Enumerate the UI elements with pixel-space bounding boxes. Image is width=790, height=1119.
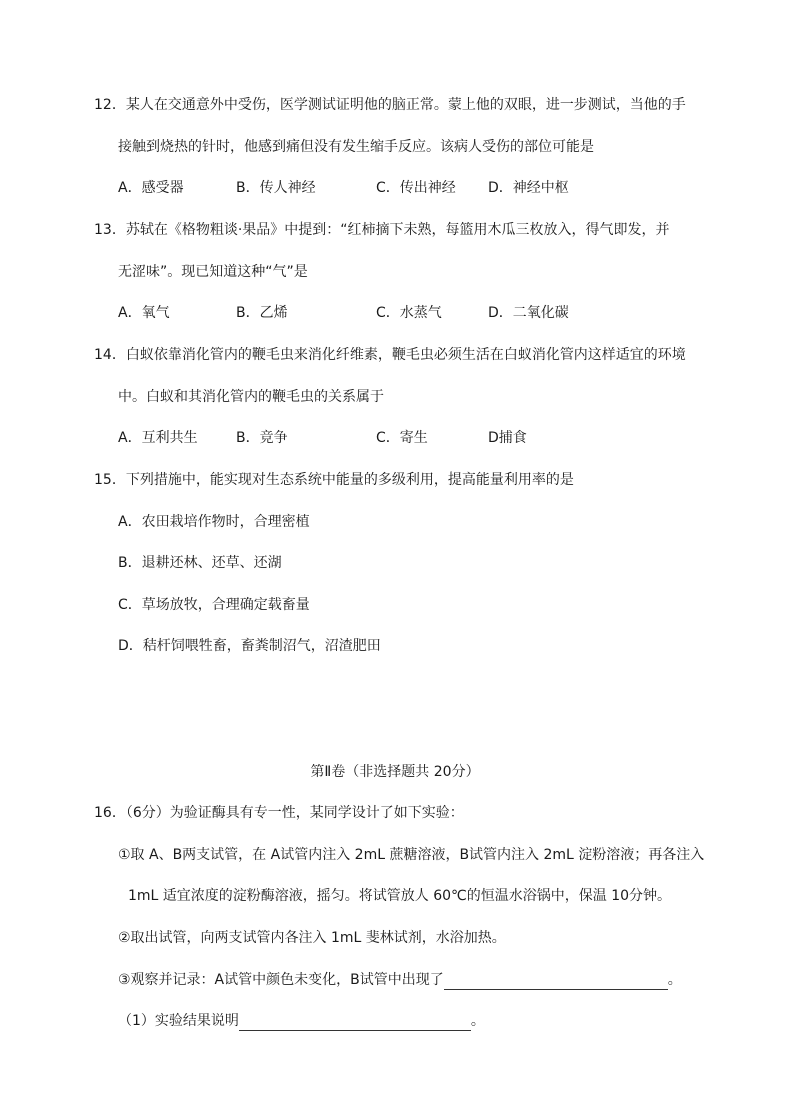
sub-1-text: （1）实验结果说明 (118, 1013, 239, 1029)
option-a: A．互利共生 (118, 430, 198, 446)
question-14-options (118, 428, 758, 448)
section-title: 第Ⅱ卷（非选择题共 20分） (310, 764, 480, 780)
option-b: B．乙烯 (236, 305, 288, 321)
question-12-line-1: 12．某人在交通意外中受伤，医学测试证明他的脑正常。蒙上他的双眼，进一步测试，当他的手 (94, 97, 686, 113)
question-15-option-b: B．退耕还林、还草、还湖 (118, 555, 282, 571)
option-c: C．传出神经 (376, 180, 456, 196)
option-b: B．竞争 (236, 430, 288, 446)
step-3-end: 。 (667, 972, 682, 988)
sub-1-end: 。 (470, 1013, 485, 1029)
question-13-line-2: 无涩味”。现已知道这种“气”是 (118, 264, 308, 280)
option-a: A．氧气 (118, 305, 170, 321)
answer-blank-1[interactable] (444, 974, 668, 990)
question-14-line-2: 中。白蚁和其消化管内的鞭毛虫的关系属于 (118, 389, 384, 405)
option-b: B．传人神经 (236, 180, 316, 196)
question-15-option-a: A．农田栽培作物时，合理密植 (118, 514, 310, 530)
question-13-line-1: 13．苏轼在《格物粗谈·果品》中提到：“红柿摘下未熟，每篮用木瓜三枚放入，得气即发，并 (94, 222, 670, 238)
question-13-options (118, 303, 758, 323)
question-16-stem: 16．（6分）为验证酶具有专一性，某同学设计了如下实验： (94, 805, 464, 821)
question-16-sub-1 (118, 1011, 485, 1031)
answer-blank-2[interactable] (239, 1015, 471, 1031)
option-d: D捕食 (488, 430, 527, 446)
option-c: C．水蒸气 (376, 305, 442, 321)
question-15-option-d: D．秸杆饲喂牲畜，畜粪制沼气，沼渣肥田 (118, 638, 381, 654)
option-d: D．二氧化碳 (488, 305, 569, 321)
question-16-step-2: ②取出试管，向两支试管内各注入 1mL 斐林试剂，水浴加热。 (118, 930, 506, 946)
question-12-options (118, 178, 758, 198)
question-16-step-1-line-2: 1mL 适宜浓度的淀粉酶溶液，摇匀。将试管放人 60℃的恒温水浴锅中，保温 10分钟。 (128, 888, 672, 904)
question-15-option-c: C．草场放牧，合理确定载畜量 (118, 597, 310, 613)
question-16-step-3 (118, 970, 682, 990)
question-14-line-1: 14．白蚁依靠消化管内的鞭毛虫来消化纤维素，鞭毛虫必须生活在白蚁消化管内这样适宜的环境 (94, 347, 686, 363)
option-a: A．感受器 (118, 180, 184, 196)
question-12-line-2: 接触到烧热的针时，他感到痛但没有发生缩手反应。该病人受伤的部位可能是 (118, 139, 594, 155)
option-c: C．寄生 (376, 430, 428, 446)
option-d: D．神经中枢 (488, 180, 569, 196)
question-15-line-1: 15．下列措施中，能实现对生态系统中能量的多级利用，提高能量利用率的是 (94, 472, 574, 488)
question-16-step-1-line-1: ①取 A、B两支试管，在 A试管内注入 2mL 蔗糖溶液，B试管内注入 2mL 淀粉溶液；再各注入 (118, 847, 705, 863)
step-3-text: ③观察并记录：A试管中颜色未变化，B试管中出现了 (118, 972, 444, 988)
